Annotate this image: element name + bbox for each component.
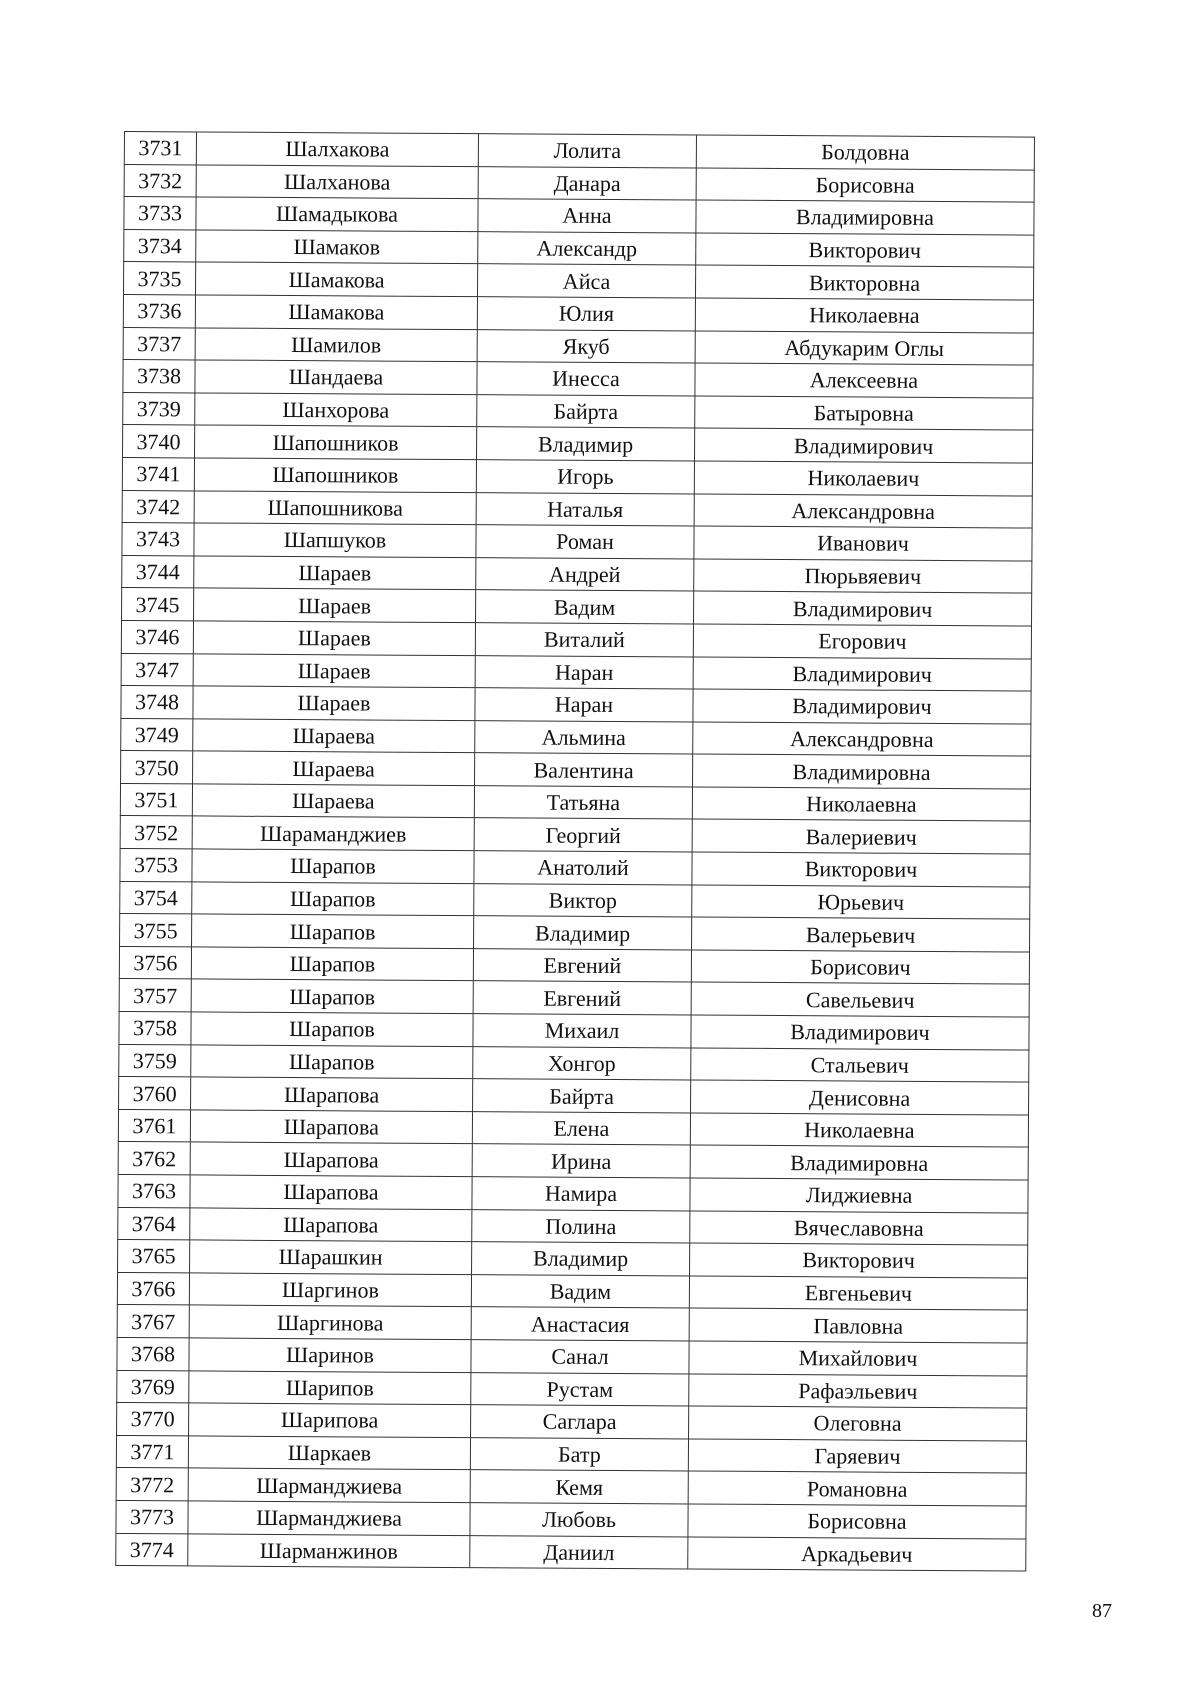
patronymic-cell: Егорович [693,624,1031,659]
patronymic-cell: Николаевна [692,787,1030,822]
row-number-cell: 3737 [123,327,195,360]
last-name-cell: Шарапова [191,1077,473,1111]
row-number-cell: 3769 [117,1370,189,1403]
last-name-cell: Шараев [194,588,476,622]
row-number-cell: 3740 [123,425,195,458]
first-name-cell: Полина [472,1209,690,1243]
patronymic-cell: Абдукарим Оглы [695,331,1033,366]
first-name-cell: Наран [475,655,693,689]
table-row [120,816,1030,854]
table-row [118,1207,1028,1245]
last-name-cell: Шарипов [189,1370,471,1404]
table-row [119,979,1029,1017]
patronymic-cell: Вячеславовна [690,1211,1028,1246]
patronymic-cell: Александровна [694,494,1032,529]
table-row [119,1012,1029,1050]
row-number-cell: 3764 [118,1207,190,1240]
table-row [123,392,1033,430]
first-name-cell: Лолита [478,134,696,168]
table-row [120,914,1030,952]
patronymic-cell: Романовна [688,1471,1026,1506]
page-number: 87 [1092,1600,1112,1622]
row-number-cell: 3750 [121,751,193,784]
patronymic-cell: Олеговна [689,1406,1027,1441]
row-number-cell: 3746 [121,620,193,653]
last-name-cell: Шараева [193,751,475,785]
last-name-cell: Шарапов [192,882,474,916]
last-name-cell: Шараев [193,621,475,655]
table-row [123,327,1033,365]
row-number-cell: 3748 [121,686,193,719]
first-name-cell: Санал [471,1340,689,1374]
last-name-cell: Шарапов [191,979,473,1013]
patronymic-cell: Викторович [690,1243,1028,1278]
patronymic-cell: Викторович [692,852,1030,887]
first-name-cell: Анастасия [471,1307,689,1341]
last-name-cell: Шамадыкова [196,197,478,231]
table-row [118,1142,1028,1180]
patronymic-cell: Викторович [696,233,1034,268]
table-row [124,164,1034,202]
row-number-cell: 3765 [118,1240,190,1273]
first-name-cell: Байрта [477,394,695,428]
table-row [123,425,1033,463]
first-name-cell: Хонгор [473,1046,691,1080]
row-number-cell: 3742 [122,490,194,523]
last-name-cell: Шараев [194,556,476,590]
first-name-cell: Игорь [476,460,694,494]
table-row [119,1077,1029,1115]
row-number-cell: 3751 [120,783,192,816]
first-name-cell: Роман [476,525,694,559]
patronymic-cell: Савельевич [691,982,1029,1017]
first-name-cell: Анатолий [474,851,692,885]
last-name-cell: Шапошников [194,458,476,492]
patronymic-cell: Болдовна [696,135,1034,170]
last-name-cell: Шараев [193,686,475,720]
last-name-cell: Шамаков [196,230,478,264]
row-number-cell: 3739 [123,392,195,425]
table-row [117,1337,1027,1375]
row-number-cell: 3767 [117,1305,189,1338]
patronymic-cell: Владимировна [690,1145,1028,1180]
last-name-cell: Шарапов [192,914,474,948]
table-row [124,132,1034,170]
row-number-cell: 3757 [119,979,191,1012]
last-name-cell: Шарманжинов [188,1533,470,1567]
last-name-cell: Шапшуков [194,523,476,557]
table-row [124,262,1034,300]
first-name-cell: Вадим [476,590,694,624]
table-row [118,1174,1028,1212]
last-name-cell: Шарашкин [190,1240,472,1274]
first-name-cell: Якуб [477,329,695,363]
first-name-cell: Владимир [474,916,692,950]
patronymic-cell: Иванович [694,526,1032,561]
first-name-cell: Наран [475,688,693,722]
patronymic-cell: Стальевич [691,1048,1029,1083]
last-name-cell: Шараманджиев [192,816,474,850]
table-row [118,1240,1028,1278]
patronymic-cell: Владимировна [696,200,1034,235]
first-name-cell: Анна [478,199,696,233]
table-row [120,881,1030,919]
last-name-cell: Шамилов [195,328,477,362]
last-name-cell: Шарапов [191,1012,473,1046]
patronymic-cell: Рафаэльевич [689,1374,1027,1409]
row-number-cell: 3733 [124,197,196,230]
last-name-cell: Шарманджиева [188,1468,470,1502]
row-number-cell: 3772 [116,1468,188,1501]
patronymic-cell: Владимирович [693,591,1031,626]
patronymic-cell: Павловна [689,1308,1027,1343]
first-name-cell: Елена [472,1111,690,1145]
table-row [117,1370,1027,1408]
patronymic-cell: Валериевич [692,819,1030,854]
table-row [119,946,1029,984]
first-name-cell: Саглара [471,1405,689,1439]
table-row [118,1109,1028,1147]
row-number-cell: 3734 [124,229,196,262]
first-name-cell: Виктор [474,883,692,917]
first-name-cell: Кемя [470,1470,688,1504]
patronymic-cell: Владимировна [693,754,1031,789]
row-number-cell: 3773 [116,1500,188,1533]
last-name-cell: Шаринов [189,1338,471,1372]
last-name-cell: Шарапов [191,1045,473,1079]
last-name-cell: Шарапов [192,849,474,883]
row-number-cell: 3771 [116,1435,188,1468]
table-row [117,1403,1027,1441]
first-name-cell: Евгений [473,981,691,1015]
last-name-cell: Шаркаев [188,1436,470,1470]
table-row [119,1044,1029,1082]
patronymic-cell: Валерьевич [692,917,1030,952]
patronymic-cell: Владимирович [691,1015,1029,1050]
last-name-cell: Шарапова [190,1110,472,1144]
patronymic-cell: Гаряевич [688,1439,1026,1474]
first-name-cell: Евгений [473,948,691,982]
table-row [117,1272,1027,1310]
table-row [122,523,1032,561]
first-name-cell: Альмина [475,720,693,754]
table-row [122,457,1032,495]
patronymic-cell: Пюрьвяевич [694,559,1032,594]
first-name-cell: Байрта [473,1079,691,1113]
patronymic-cell: Владимирович [693,656,1031,691]
first-name-cell: Владимир [472,1242,690,1276]
row-number-cell: 3753 [120,849,192,882]
patronymic-cell: Николаевич [694,461,1032,496]
last-name-cell: Шапошников [195,425,477,459]
table-row [124,197,1034,235]
row-number-cell: 3768 [117,1337,189,1370]
row-number-cell: 3763 [118,1174,190,1207]
table-row [121,751,1031,789]
table-row [122,555,1032,593]
row-number-cell: 3738 [123,360,195,393]
first-name-cell: Татьяна [474,786,692,820]
patronymic-cell: Батыровна [695,396,1033,431]
last-name-cell: Шамакова [196,262,478,296]
row-number-cell: 3732 [124,164,196,197]
first-name-cell: Юлия [477,297,695,331]
table-row [117,1305,1027,1343]
row-number-cell: 3749 [121,718,193,751]
last-name-cell: Шараев [193,653,475,687]
patronymic-cell: Николаевна [690,1113,1028,1148]
last-name-cell: Шарапова [190,1142,472,1176]
table-row [116,1533,1026,1571]
row-number-cell: 3766 [117,1272,189,1305]
first-name-cell: Владимир [476,427,694,461]
patronymic-cell: Евгеньевич [689,1276,1027,1311]
last-name-cell: Шарипова [189,1403,471,1437]
first-name-cell: Любовь [470,1503,688,1537]
first-name-cell: Вадим [471,1274,689,1308]
table-row [120,783,1030,821]
last-name-cell: Шалхакова [196,132,478,166]
last-name-cell: Шарапова [190,1175,472,1209]
first-name-cell: Айса [477,264,695,298]
patronymic-cell: Лиджиевна [690,1178,1028,1213]
row-number-cell: 3762 [118,1142,190,1175]
last-name-cell: Шапошникова [194,490,476,524]
table-body [116,132,1035,1572]
patronymic-cell: Денисовна [691,1080,1029,1115]
row-number-cell: 3754 [120,881,192,914]
row-number-cell: 3731 [124,132,196,165]
first-name-cell: Андрей [476,557,694,591]
last-name-cell: Шараева [193,719,475,753]
row-number-cell: 3741 [122,457,194,490]
patronymic-cell: Борисовна [688,1504,1026,1539]
last-name-cell: Шалханова [196,165,478,199]
patronymic-cell: Борисовна [696,168,1034,203]
first-name-cell: Инесса [477,362,695,396]
first-name-cell: Рустам [471,1372,689,1406]
first-name-cell: Данара [478,166,696,200]
table-row [123,294,1033,332]
last-name-cell: Шандаева [195,360,477,394]
first-name-cell: Михаил [473,1014,691,1048]
row-number-cell: 3747 [121,653,193,686]
row-number-cell: 3774 [116,1533,188,1566]
first-name-cell: Виталий [475,623,693,657]
row-number-cell: 3758 [119,1012,191,1045]
row-number-cell: 3744 [122,555,194,588]
first-name-cell: Наталья [476,492,694,526]
last-name-cell: Шаргинова [189,1305,471,1339]
first-name-cell: Ирина [472,1144,690,1178]
first-name-cell: Батр [470,1437,688,1471]
table-row [124,229,1034,267]
first-name-cell: Валентина [475,753,693,787]
table-row [122,490,1032,528]
name-list-table [115,131,1035,1572]
last-name-cell: Шарапов [191,947,473,981]
last-name-cell: Шамакова [195,295,477,329]
row-number-cell: 3756 [119,946,191,979]
patronymic-cell: Михайлович [689,1341,1027,1376]
patronymic-cell: Борисович [691,950,1029,985]
patronymic-cell: Владимирович [694,428,1032,463]
last-name-cell: Шарманджиева [188,1501,470,1535]
first-name-cell: Даниил [470,1535,688,1569]
table-row [120,849,1030,887]
row-number-cell: 3755 [120,914,192,947]
patronymic-cell: Аркадьевич [688,1537,1026,1572]
first-name-cell: Георгий [474,818,692,852]
patronymic-cell: Алексеевна [695,363,1033,398]
row-number-cell: 3761 [118,1109,190,1142]
patronymic-cell: Владимирович [693,689,1031,724]
first-name-cell: Александр [478,231,696,265]
row-number-cell: 3745 [122,588,194,621]
patronymic-cell: Николаевна [695,298,1033,333]
first-name-cell: Намира [472,1177,690,1211]
row-number-cell: 3752 [120,816,192,849]
patronymic-cell: Викторовна [695,265,1033,300]
patronymic-cell: Юрьевич [692,885,1030,920]
row-number-cell: 3759 [119,1044,191,1077]
row-number-cell: 3770 [117,1403,189,1436]
last-name-cell: Шарапова [190,1208,472,1242]
row-number-cell: 3736 [123,294,195,327]
table-row [123,360,1033,398]
last-name-cell: Шаргинов [189,1273,471,1307]
row-number-cell: 3743 [122,523,194,556]
row-number-cell: 3760 [119,1077,191,1110]
table-row [121,718,1031,756]
last-name-cell: Шараева [192,784,474,818]
patronymic-cell: Александровна [693,722,1031,757]
last-name-cell: Шанхорова [195,393,477,427]
row-number-cell: 3735 [124,262,196,295]
